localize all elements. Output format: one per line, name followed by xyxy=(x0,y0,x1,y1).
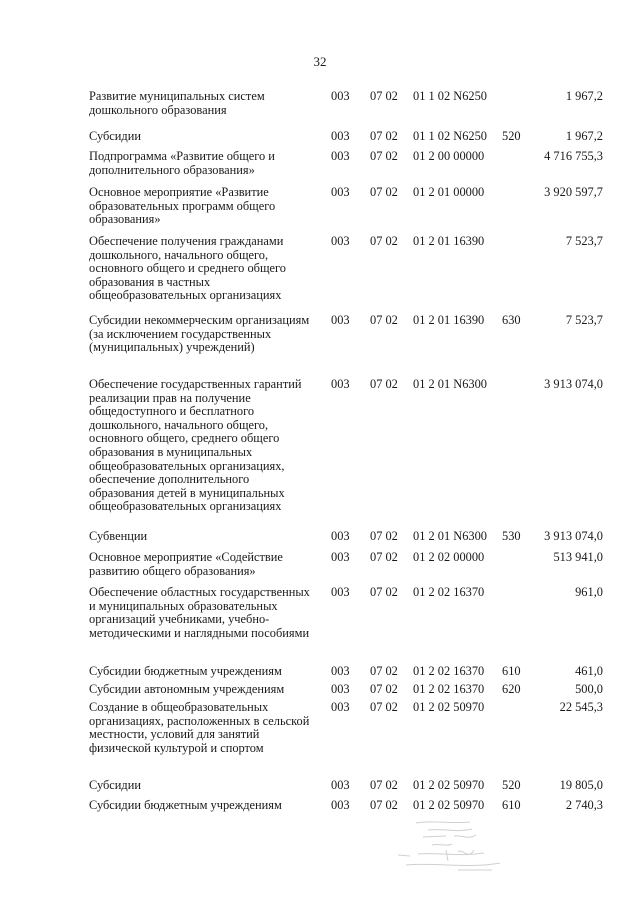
faded-stamp-icon xyxy=(388,817,538,877)
table-row xyxy=(0,701,640,779)
row-code: 003 xyxy=(331,149,350,163)
table-row xyxy=(0,779,640,799)
row-kind: 610 xyxy=(502,798,521,812)
row-kind: 520 xyxy=(502,129,521,143)
row-code: 003 xyxy=(331,585,350,599)
row-kind: 530 xyxy=(502,529,521,543)
row-section: 07 02 xyxy=(370,529,398,543)
table-row xyxy=(0,186,640,235)
row-article: 01 2 01 N6300 xyxy=(413,529,487,543)
row-name: Обеспечение получения гражданами дошкольного, начального общего, основного общего и среднего общего образования в частных общеобразовательных организациях xyxy=(89,234,286,303)
table-row xyxy=(0,378,640,530)
row-name: Субсидии xyxy=(89,129,141,143)
row-section: 07 02 xyxy=(370,550,398,564)
row-code: 003 xyxy=(331,664,350,678)
row-article: 01 2 02 50970 xyxy=(413,700,485,714)
row-code: 003 xyxy=(331,185,350,199)
row-amount: 961,0 xyxy=(575,585,603,599)
row-amount: 513 941,0 xyxy=(553,550,603,564)
row-code: 003 xyxy=(331,313,350,327)
row-code: 003 xyxy=(331,377,350,391)
table-row xyxy=(0,586,640,665)
row-code: 003 xyxy=(331,798,350,812)
row-name: Создание в общеобразовательных организациях, расположенных в сельской местности, условий для занятий физической культурой и спортом xyxy=(89,700,310,755)
table-row xyxy=(0,314,640,378)
page-number: 32 xyxy=(313,54,327,69)
row-code: 003 xyxy=(331,529,350,543)
row-name: Обеспечение государственных гарантий реализации прав на получение общедоступного и бесплатного дошкольного, начального общего, основного общего, среднего общего образования в муниципальных общеобразовательных организациях, обеспечение дополнительного образования детей в муниципальных общеобразовательных организациях xyxy=(89,377,302,514)
row-section: 07 02 xyxy=(370,682,398,696)
row-section: 07 02 xyxy=(370,778,398,792)
row-amount: 1 967,2 xyxy=(565,89,603,103)
row-amount: 500,0 xyxy=(575,682,603,696)
row-amount: 22 545,3 xyxy=(559,700,603,714)
row-article: 01 2 02 16370 xyxy=(413,585,485,599)
table-row xyxy=(0,235,640,314)
row-article: 01 2 02 00000 xyxy=(413,550,485,564)
row-kind: 520 xyxy=(502,778,521,792)
row-name: Субсидии бюджетным учреждениям xyxy=(89,664,282,678)
table-row xyxy=(0,150,640,186)
table-row xyxy=(0,551,640,586)
row-kind: 620 xyxy=(502,682,521,696)
row-amount: 3 913 074,0 xyxy=(544,529,603,543)
row-section: 07 02 xyxy=(370,185,398,199)
row-article: 01 1 02 N6250 xyxy=(413,89,487,103)
row-kind: 630 xyxy=(502,313,521,327)
table-row xyxy=(0,130,640,150)
row-name: Основное мероприятие «Развитие образовательных программ общего образования» xyxy=(89,185,276,227)
row-name: Субсидии некоммерческим организациям (за исключением государственных (муниципальных) учреждений) xyxy=(89,313,310,355)
row-name: Подпрограмма «Развитие общего и дополнительного образования» xyxy=(89,149,275,177)
row-article: 01 2 01 16390 xyxy=(413,234,485,248)
budget-table xyxy=(0,90,640,819)
row-section: 07 02 xyxy=(370,129,398,143)
row-amount: 2 740,3 xyxy=(565,798,603,812)
row-name: Основное мероприятие «Содействие развитию общего образования» xyxy=(89,550,283,578)
table-row xyxy=(0,683,640,701)
row-amount: 3 920 597,7 xyxy=(544,185,603,199)
row-article: 01 2 02 16370 xyxy=(413,664,485,678)
row-amount: 7 523,7 xyxy=(565,234,603,248)
row-section: 07 02 xyxy=(370,585,398,599)
row-article: 01 2 01 00000 xyxy=(413,185,485,199)
row-article: 01 2 01 N6300 xyxy=(413,377,487,391)
row-section: 07 02 xyxy=(370,234,398,248)
row-code: 003 xyxy=(331,778,350,792)
row-name: Обеспечение областных государственных и муниципальных образовательных организаций учебниками, учебно-методическими и наглядными пособиями xyxy=(89,585,310,640)
row-article: 01 2 01 16390 xyxy=(413,313,485,327)
row-section: 07 02 xyxy=(370,700,398,714)
row-amount: 3 913 074,0 xyxy=(544,377,603,391)
table-row xyxy=(0,530,640,551)
row-amount: 7 523,7 xyxy=(565,313,603,327)
table-row xyxy=(0,665,640,683)
row-article: 01 2 02 50970 xyxy=(413,798,485,812)
row-code: 003 xyxy=(331,682,350,696)
row-amount: 1 967,2 xyxy=(565,129,603,143)
row-name: Субсидии бюджетным учреждениям xyxy=(89,798,282,812)
row-name: Субвенции xyxy=(89,529,148,543)
row-section: 07 02 xyxy=(370,798,398,812)
row-name: Развитие муниципальных систем дошкольного образования xyxy=(89,89,265,117)
row-amount: 19 805,0 xyxy=(559,778,603,792)
table-row xyxy=(0,90,640,130)
row-name: Субсидии автономным учреждениям xyxy=(89,682,285,696)
row-amount: 4 716 755,3 xyxy=(544,149,603,163)
row-code: 003 xyxy=(331,89,350,103)
row-amount: 461,0 xyxy=(575,664,603,678)
row-section: 07 02 xyxy=(370,89,398,103)
row-code: 003 xyxy=(331,700,350,714)
row-section: 07 02 xyxy=(370,149,398,163)
row-article: 01 2 00 00000 xyxy=(413,149,485,163)
table-row xyxy=(0,799,640,819)
row-section: 07 02 xyxy=(370,664,398,678)
row-section: 07 02 xyxy=(370,377,398,391)
faded-stamp-icon xyxy=(388,817,538,877)
row-article: 01 2 02 16370 xyxy=(413,682,485,696)
row-code: 003 xyxy=(331,234,350,248)
row-name: Субсидии xyxy=(89,778,141,792)
row-code: 003 xyxy=(331,129,350,143)
row-code: 003 xyxy=(331,550,350,564)
row-article: 01 1 02 N6250 xyxy=(413,129,487,143)
row-article: 01 2 02 50970 xyxy=(413,778,485,792)
row-section: 07 02 xyxy=(370,313,398,327)
row-kind: 610 xyxy=(502,664,521,678)
